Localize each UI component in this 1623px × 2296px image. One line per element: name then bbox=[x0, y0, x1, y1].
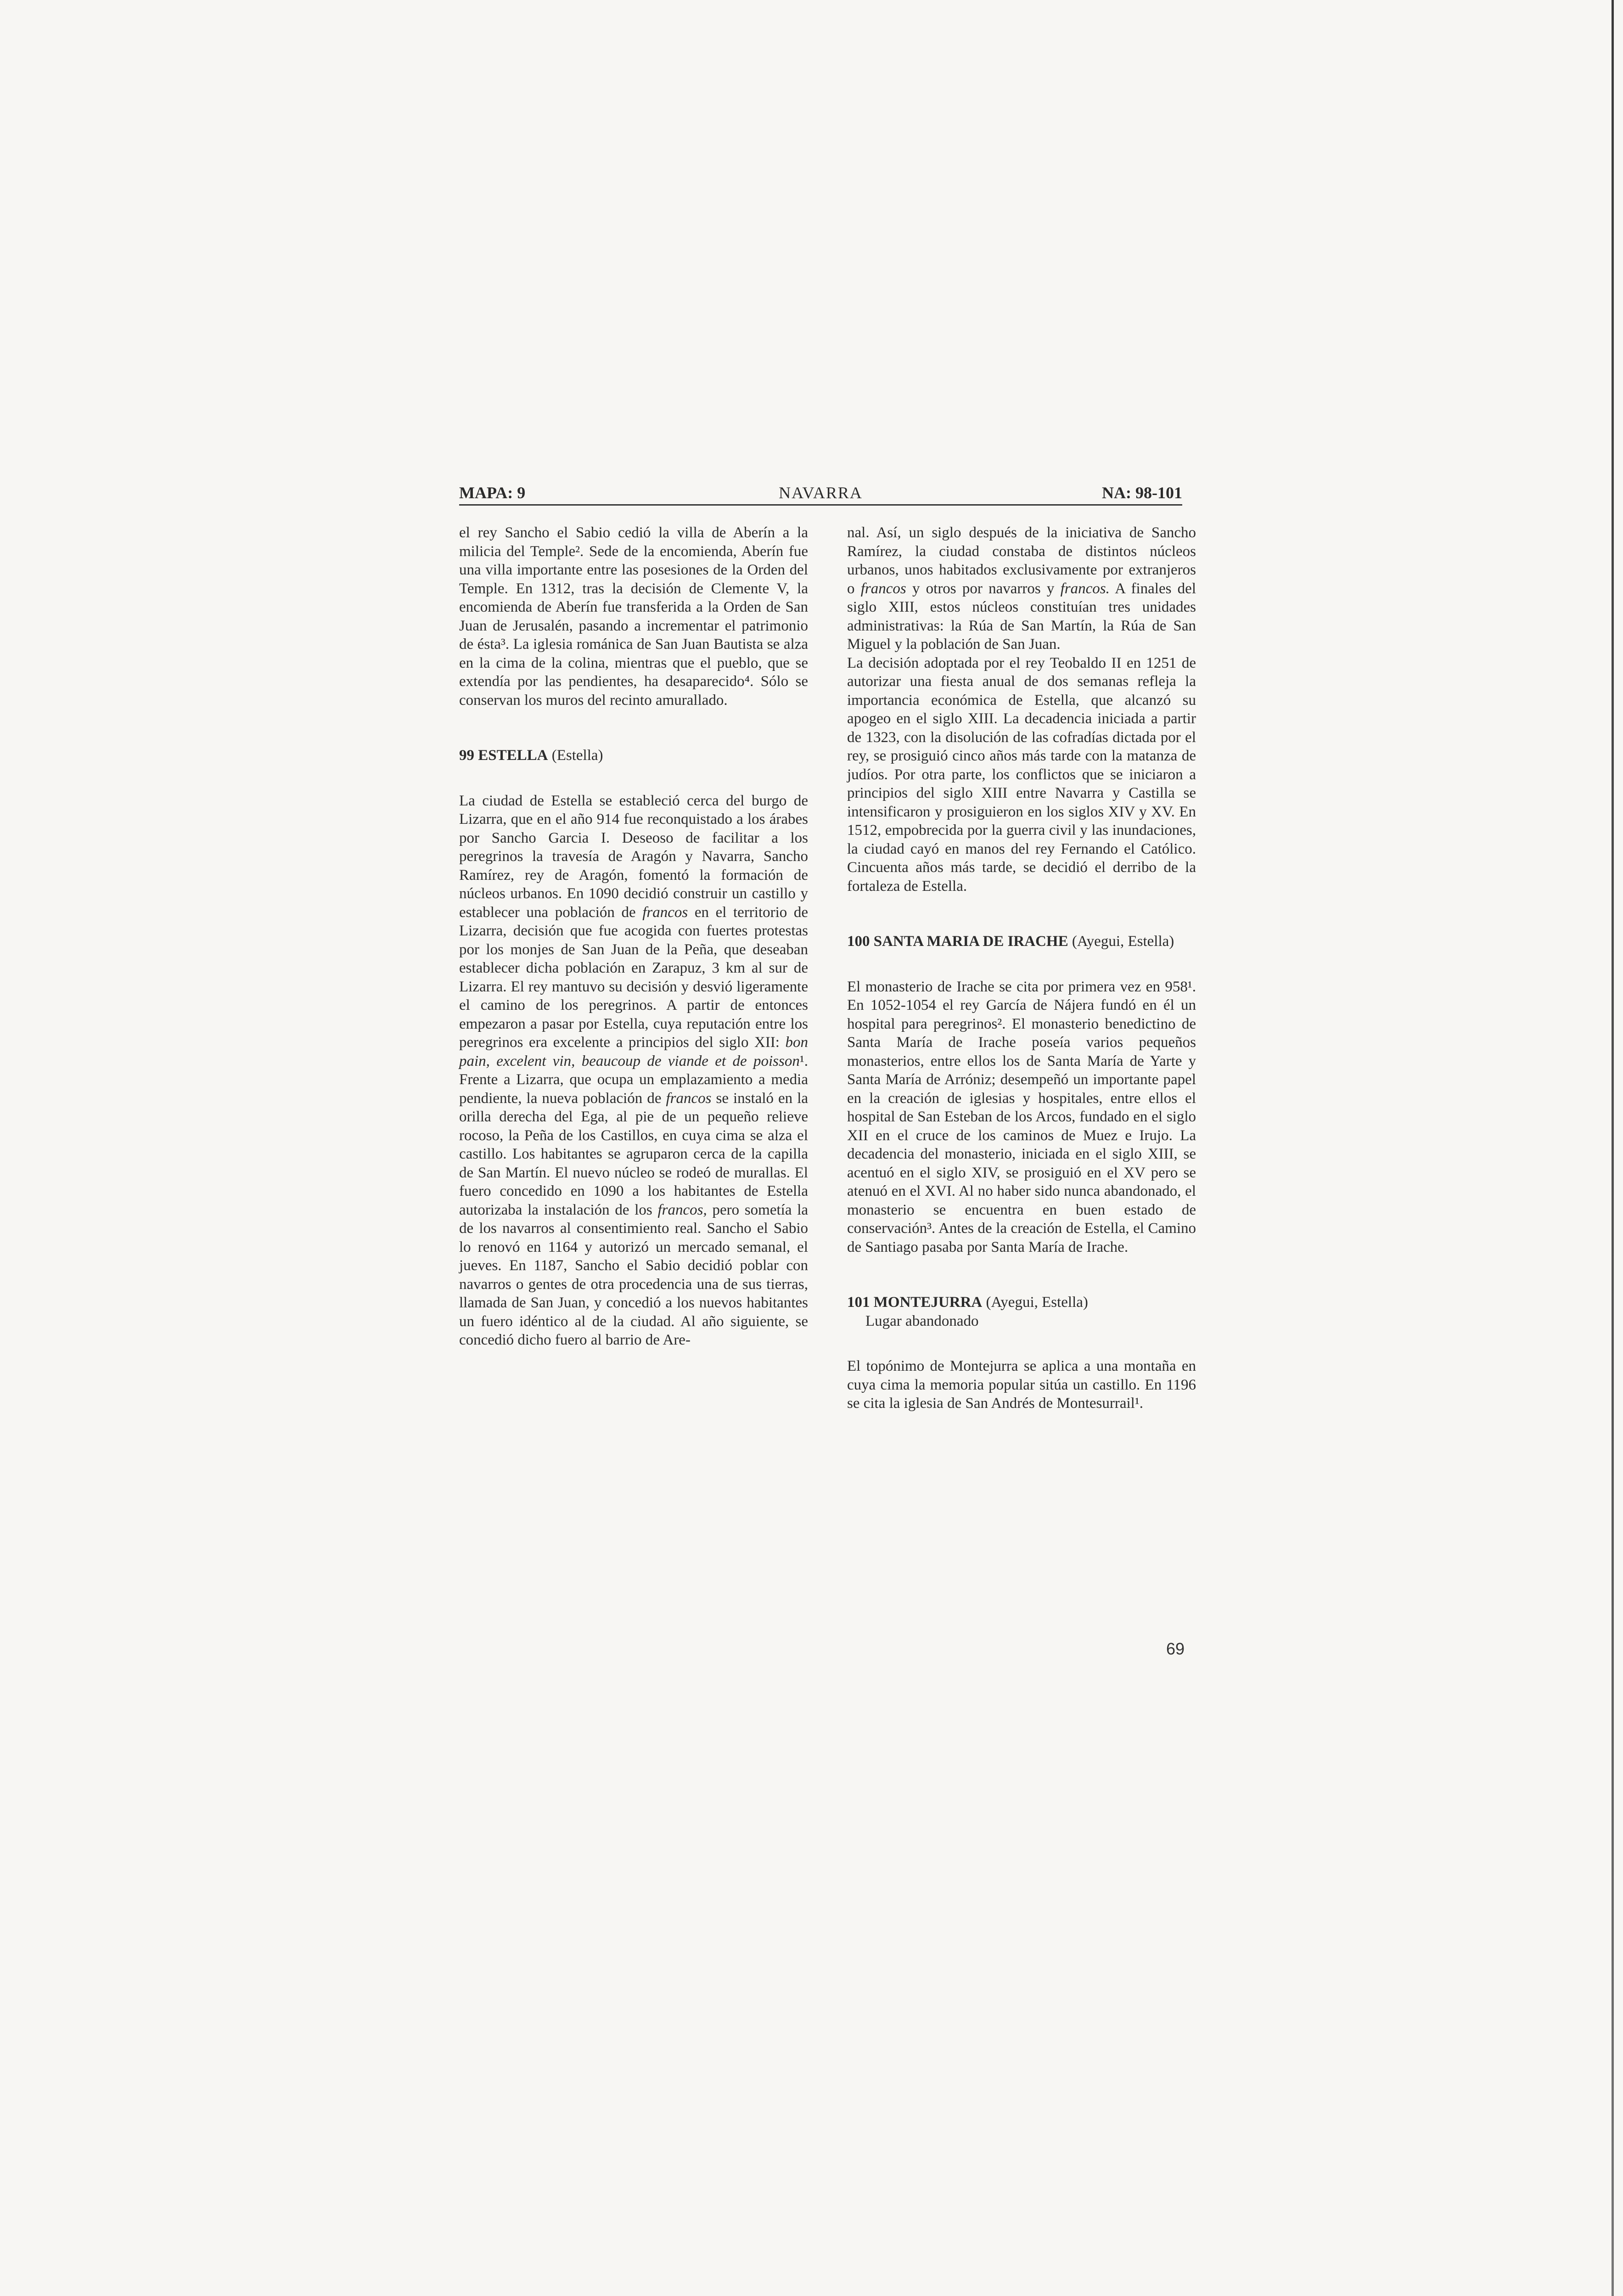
entry-100-heading bbox=[847, 932, 1196, 951]
entry-101-heading bbox=[847, 1293, 1196, 1330]
paragraph-estella-continued bbox=[847, 523, 1196, 654]
entry-101-title: 101 MONTEJURRA bbox=[847, 1294, 983, 1311]
italic-term: francos, bbox=[657, 1201, 707, 1218]
text-run: pero sometía la de los navarros al consentimiento real. Sancho el Sabio lo renovó en 1164 y autorizó un mercado semanal, el jueves. En 1187, Sancho el Sabio decidió poblar con navarros o gentes de otra procedencia una de sus tierras, llamada de San Juan, y concedió a los nuevos habitantes un fuero idéntico al de la ciudad. Al año siguiente, se concedió dicho fuero al barrio de Are- bbox=[459, 1201, 809, 1348]
header-region: NAVARRA bbox=[779, 484, 863, 502]
entry-99-heading bbox=[459, 746, 808, 765]
header-rule bbox=[459, 504, 1182, 506]
paragraph-aberin: el rey Sancho el Sabio cedió la villa de Aberín a la milicia del Temple². Sede de la encomienda, Aberín fue una villa importante entre las posesiones de la Orden del Temple. En 1312, tras la decisión de Clemente V, la encomienda de Aberín fue transferida a la Orden de San Juan de Jerusalén, pasando a incrementar el patrimonio de ésta³. La iglesia románica de San Juan Bautista se alza en la cima de la colina, mientras que el pueblo, que se extendía por las pendientes, ha desaparecido⁴. Sólo se conservan los muros del recinto amurallado. bbox=[459, 524, 808, 709]
paragraph-montejurra: El topónimo de Montejurra se aplica a una montaña en cuya cima la memoria popular sitúa un castillo. En 1196 se cita la iglesia de San Andrés de Montesurrail¹. bbox=[847, 1358, 1196, 1412]
text-run: ¹. Frente a Lizarra, que ocupa un emplazamiento a media pendiente, la nueva población de bbox=[459, 1052, 808, 1107]
header-entry-range: NA: 98-101 bbox=[1102, 484, 1182, 502]
entry-99-title: 99 ESTELLA bbox=[459, 747, 548, 764]
paragraph-estella bbox=[459, 792, 808, 1350]
entry-100-location: (Ayegui, Estella) bbox=[1072, 933, 1174, 950]
page-number: 69 bbox=[1166, 1639, 1185, 1658]
entry-101-location: (Ayegui, Estella) bbox=[986, 1294, 1088, 1311]
text-run: nal. Así, un siglo después de la iniciativa de Sancho Ramírez, la ciudad constaba de distintos núcleos urbanos, unos habitados exclusivamente por extranjeros o bbox=[847, 524, 1196, 597]
entry-99-location: (Estella) bbox=[551, 747, 603, 764]
italic-quote: bon pain, excelent vin, beaucoup de viande et de poisson bbox=[459, 1034, 808, 1069]
text-run: se instaló en la orilla derecha del Ega, al pie de un pequeño relieve rocoso, la Peña de los Castillos, en cuya cima se alza el castillo. Los habitantes se agruparon cerca de la capilla de San Martín. El nuevo núcleo se rodeó de murallas. El fuero concedido en 1090 a los habitantes de Estella autorizaba la instalación de los bbox=[459, 1090, 809, 1218]
italic-term: francos bbox=[666, 1090, 712, 1107]
italic-term: francos bbox=[860, 580, 906, 597]
left-column bbox=[459, 523, 808, 1350]
paragraph-irache: El monasterio de Irache se cita por primera vez en 958¹. En 1052-1054 el rey García de Nájera fundó en él un hospital para peregrinos². El monasterio benedictino de Santa María de Irache poseía varios pequeños monasterios, entre ellos los de Santa María de Yarte y Santa María de Arróniz; desempeñó un importante papel en la creación de iglesias y hospitales, entre ellos el hospital de San Esteban de los Arcos, fundado en el siglo XII en el cruce de los caminos de Muez e Irujo. La decadencia del monasterio, iniciada en el siglo XIII, se acentuó en el siglo XIV, se prosiguió en el XV pero se atenuó en el XVI. Al no haber sido nunca abandonado, el monasterio se encuentra en buen estado de conservación³. Antes de la creación de Estella, el Camino de Santiago pasaba por Santa María de Irache. bbox=[847, 978, 1196, 1255]
paragraph-estella-decline: La decisión adoptada por el rey Teobaldo II en 1251 de autorizar una fiesta anual de dos semanas refleja la importancia económica de Estella, que alcanzó su apogeo en el siglo XIII. La decadencia iniciada a partir de 1323, con la disolución de las cofradías dictada por el rey, se prosiguió cinco años más tarde con la matanza de judíos. Por otra parte, los conflictos que se iniciaron a principios del siglo XIII entre Navarra y Castilla se intensificaron y prosiguieron en los siglos XIV y XV. En 1512, empobrecida por la guerra civil y las inundaciones, la ciudad cayó en manos del rey Fernando el Católico. Cincuenta años más tarde, se decidió el derribo de la fortaleza de Estella. bbox=[847, 654, 1196, 895]
entry-101-subtitle: Lugar abandonado bbox=[865, 1312, 979, 1329]
text-run: A finales del siglo XIII, estos núcleos constituían tres unidades administrativas: la Rúa de San Martín, la Rúa de San Miguel y la población de San Juan. bbox=[847, 580, 1196, 653]
scan-edge bbox=[1612, 0, 1614, 2296]
text-run: y otros por navarros y bbox=[912, 580, 1055, 597]
header-map-number: MAPA: 9 bbox=[459, 484, 526, 502]
entry-100-title: 100 SANTA MARIA DE IRACHE bbox=[847, 933, 1068, 950]
italic-term: francos. bbox=[1060, 580, 1110, 597]
right-column bbox=[847, 523, 1196, 1413]
text-run: La ciudad de Estella se estableció cerca del burgo de Lizarra, que en el año 914 fue reconquistado a los árabes por Sancho Garcia I. Deseoso de facilitar a los peregrinos la travesía de Aragón y Navarra, Sancho Ramírez, rey de Aragón, fomentó la formación de núcleos urbanos. En 1090 decidió construir un castillo y establecer una población de bbox=[459, 792, 808, 921]
italic-term: francos bbox=[642, 904, 688, 921]
text-run: en el territorio de Lizarra, decisión que fue acogida con fuertes protestas por los monjes de San Juan de la Peña, que deseaban establecer dicha población en Zarapuz, 3 km al sur de Lizarra. El rey mantuvo su decisión y desvió ligeramente el camino de los peregrinos. A partir de entonces empezaron a pasar por Estella, cuya reputación entre los peregrinos era excelente a principios del siglo XII: bbox=[459, 904, 809, 1051]
